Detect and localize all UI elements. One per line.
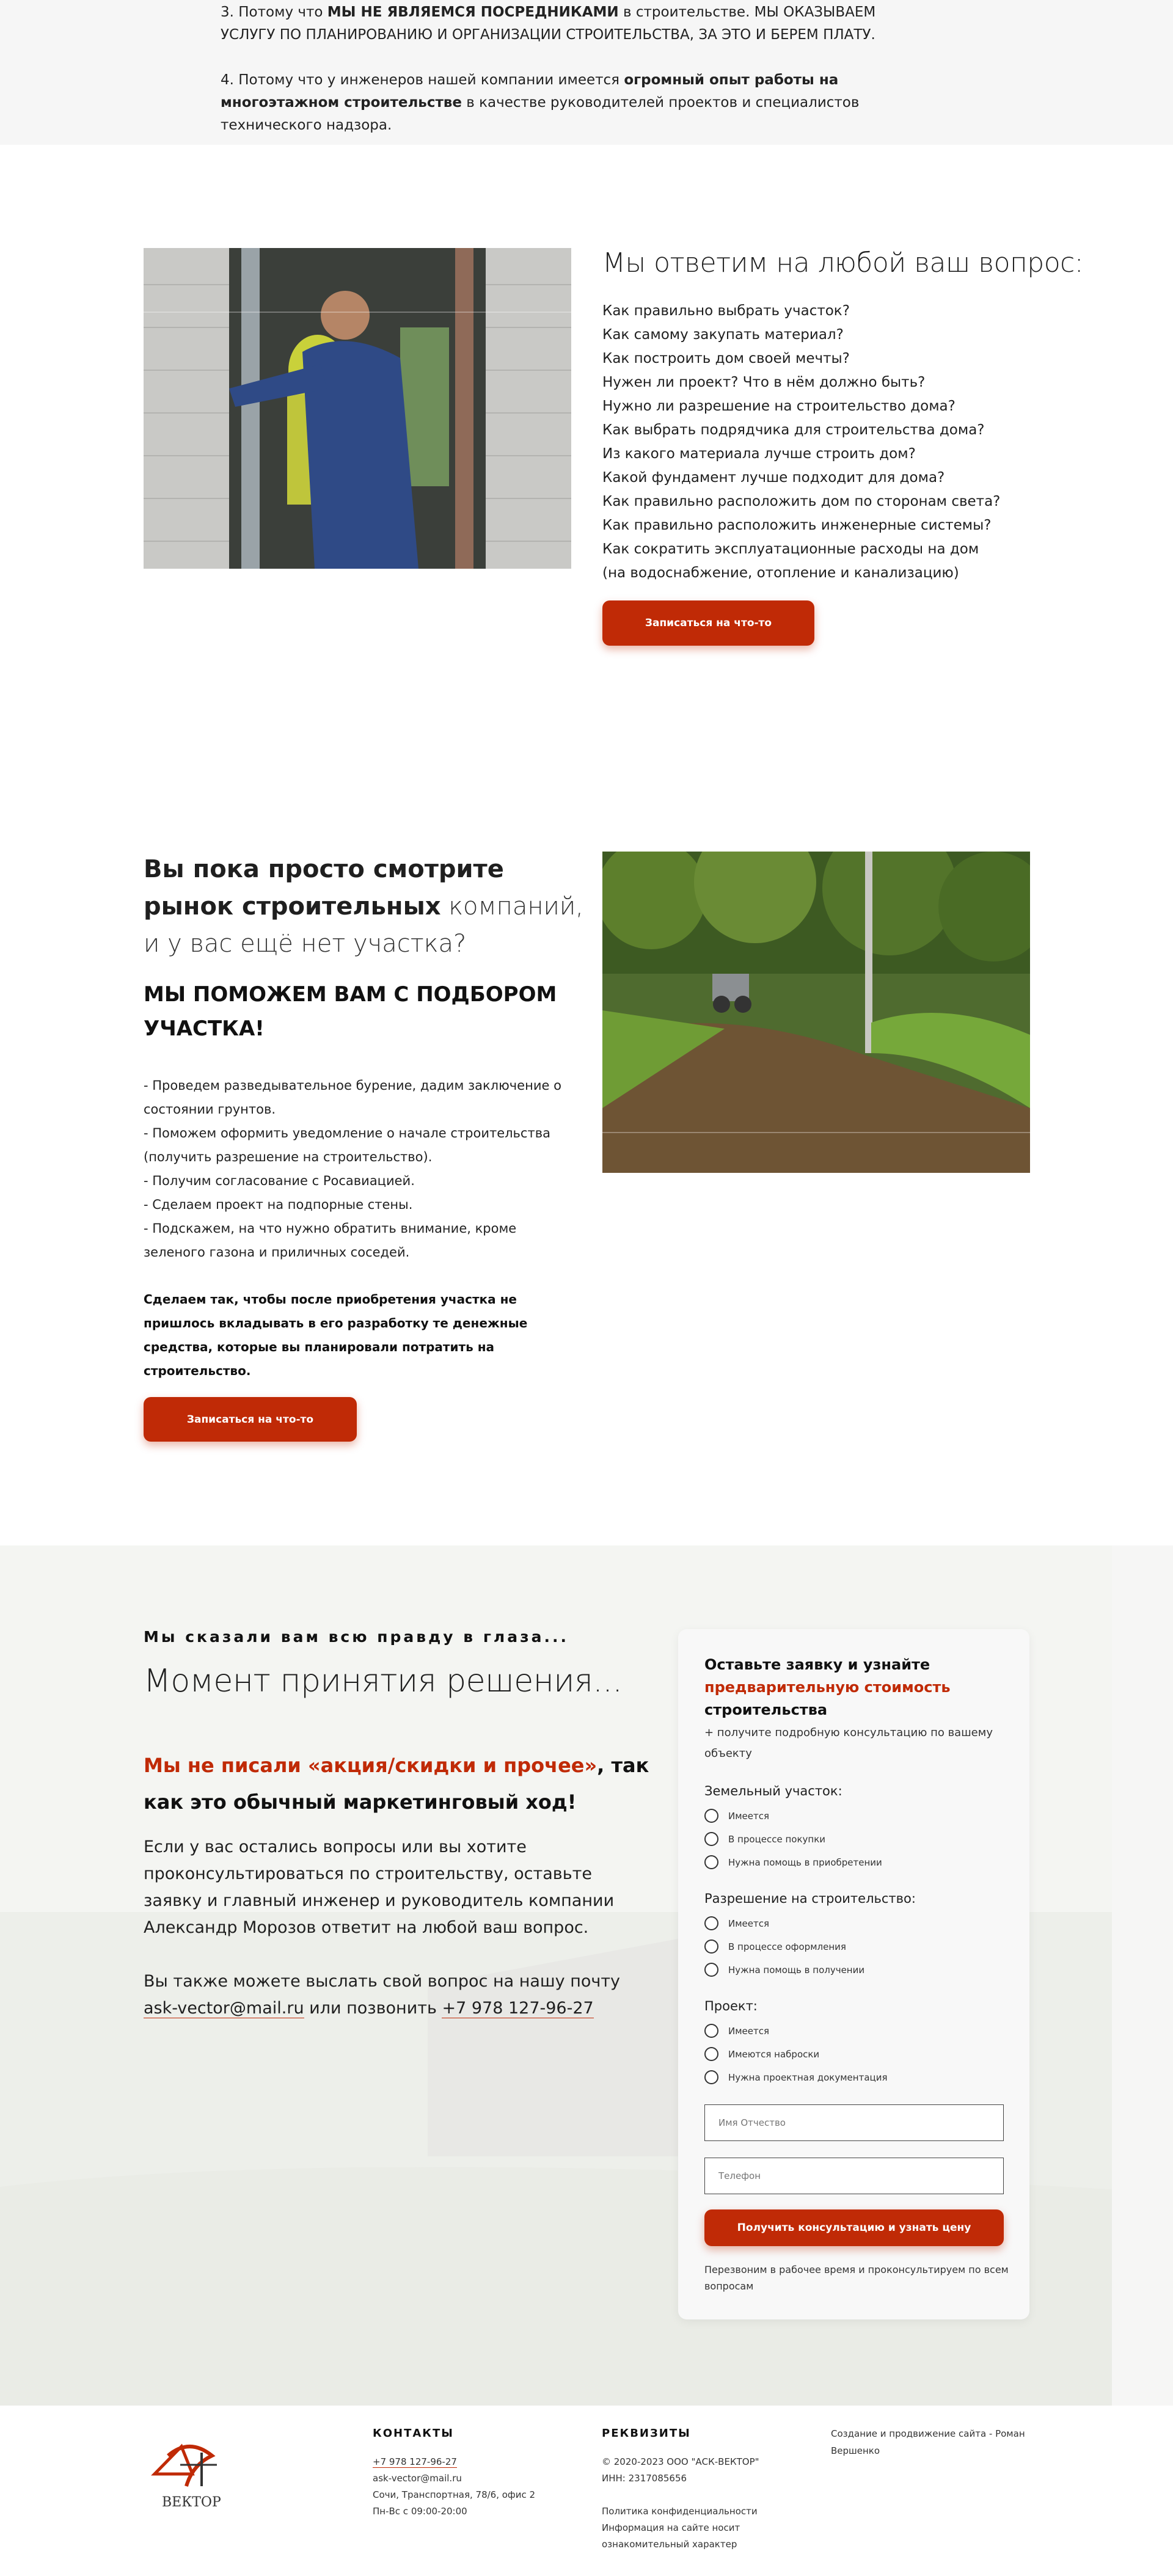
plot-services-list <box>144 1074 571 1264</box>
list-item: Как выбрать подрядчика для строительства дома? <box>602 422 985 438</box>
list-item: - Проведем разведывательное бурение, дадим заключение о состоянии грунтов. <box>144 1078 561 1117</box>
radio-circle-icon[interactable] <box>704 2047 718 2061</box>
contacts-heading: КОНТАКТЫ <box>373 2427 454 2440</box>
list-item: - Подскажем, на что нужно обратить внимание, кроме зеленого газона и приличных соседей. <box>144 1221 517 1260</box>
company-logo[interactable] <box>144 2428 241 2514</box>
requisites-block <box>602 2454 779 2553</box>
radio-circle-icon[interactable] <box>704 2070 718 2084</box>
decision-tagline: Мы сказали вам всю правду в глаза... <box>144 1628 569 1646</box>
radio-permit-processing[interactable]: В процессе оформления <box>704 1939 846 1954</box>
plot-heading: Вы пока просто смотрите рынок строительных компаний, и у вас ещё нет участка? <box>144 855 583 958</box>
group-label-land: Земельный участок: <box>704 1784 842 1798</box>
list-item: Нужно ли разрешение на строительство дома? <box>602 398 956 414</box>
list-item: Нужен ли проект? Что в нём должно быть? <box>602 374 926 390</box>
radio-land-help[interactable]: Нужна помощь в приобретении <box>704 1855 882 1869</box>
radio-circle-icon[interactable] <box>704 1855 718 1869</box>
list-item: - Получим согласование с Росавиацией. <box>144 1173 415 1188</box>
contacts-block <box>373 2454 593 2520</box>
list-item: Как построить дом своей мечты? <box>602 351 850 367</box>
intro-paragraph-4: 4. Потому что у инженеров нашей компании имеется огромный опыт работы на многоэтажном строительстве в качестве руководителей проектов и специалистов технического надзора. <box>221 72 860 133</box>
list-item: Как правильно расположить дом по сторонам света? <box>602 494 1001 509</box>
group-label-project: Проект: <box>704 1999 758 2013</box>
radio-circle-icon[interactable] <box>704 1809 718 1823</box>
footer-hours: Пн-Вс с 09:00-20:00 <box>373 2506 467 2517</box>
intro-section <box>0 0 1173 145</box>
form-subtitle: + получите подробную консультацию по вашему объекту <box>704 1726 993 1760</box>
list-item: - Сделаем проект на подпорные стены. <box>144 1197 413 1212</box>
footer-email[interactable]: ask-vector@mail.ru <box>373 2473 462 2484</box>
radio-project-sketches[interactable]: Имеются наброски <box>704 2047 819 2061</box>
land-plot-photo <box>602 852 1030 1173</box>
email-link[interactable]: ask-vector@mail.ru <box>144 1999 304 2018</box>
plot-promise: Сделаем так, чтобы после приобретения участка не пришлось вкладывать в его разработку те денежные средства, которые вы планировали потратить на строительство. <box>144 1292 528 1378</box>
signup-button[interactable]: Записаться на что-то <box>602 600 814 646</box>
footer-disclaimer: Информация на сайте носит ознакомительный характер <box>602 2522 740 2550</box>
get-consultation-button[interactable]: Получить консультацию и узнать цену <box>704 2209 1004 2246</box>
intro-text <box>221 1 911 159</box>
radio-circle-icon[interactable] <box>704 1916 718 1930</box>
list-item: Из какого материала лучше строить дом? <box>602 446 916 462</box>
radio-circle-icon[interactable] <box>704 1832 718 1846</box>
decision-title: Момент принятия решения... <box>144 1663 623 1699</box>
footer-phone-link[interactable]: +7 978 127-96-27 <box>373 2456 457 2467</box>
decision-contact-paragraph: Вы также можете выслать свой вопрос на нашу почту ask-vector@mail.ru или позвонить +7 978 127-96-27 <box>144 1972 621 2018</box>
list-item: Какой фундамент лучше подходит для дома? <box>602 470 945 486</box>
footer-address: Сочи, Транспортная, 78/6, офис 2 <box>373 2489 536 2500</box>
list-item: - Поможем оформить уведомление о начале строительства (получить разрешение на строительство). <box>144 1126 550 1164</box>
privacy-policy-link[interactable]: Политика конфиденциальности <box>602 2506 758 2517</box>
form-title: Оставьте заявку и узнайте предварительную стоимость строительства <box>704 1656 951 1718</box>
radio-land-available[interactable]: Имеется <box>704 1809 769 1823</box>
footer-inn: ИНН: 2317085656 <box>602 2473 687 2484</box>
radio-project-needed[interactable]: Нужна проектная документация <box>704 2070 888 2084</box>
plot-subheading: МЫ ПОМОЖЕМ ВАМ С ПОДБОРОМ УЧАСТКА! <box>144 982 557 1041</box>
radio-circle-icon[interactable] <box>704 1939 718 1954</box>
request-form <box>678 1629 1029 2319</box>
questions-list <box>602 299 1030 585</box>
radio-circle-icon[interactable] <box>704 2024 718 2038</box>
decision-paragraph: Если у вас остались вопросы или вы хотите проконсультироваться по строительству, оставьте заявку и главный инженер и руководитель компании Александр Морозов ответит на любой ваш вопрос. <box>144 1837 615 1937</box>
intro-paragraph-3: 3. Потому что МЫ НЕ ЯВЛЯЕМСЯ ПОСРЕДНИКАМИ в строительстве. МЫ ОКАЗЫВАЕМ УСЛУГУ ПО ПЛАНИРОВАНИЮ И ОРГАНИЗАЦИИ СТРОИТЕЛЬСТВА, ЗА ЭТО И БЕРЕМ ПЛАТУ. <box>221 4 876 43</box>
radio-permit-available[interactable]: Имеется <box>704 1916 769 1930</box>
requisites-heading: РЕКВИЗИТЫ <box>602 2427 691 2440</box>
questions-title: Мы ответим на любой ваш вопрос: <box>602 247 1084 279</box>
radio-land-buying[interactable]: В процессе покупки <box>704 1832 825 1846</box>
svg-text:ВЕКТОР: ВЕКТОР <box>162 2495 221 2510</box>
list-item: Как самому закупать материал? <box>602 327 844 343</box>
list-item: Как правильно выбрать участок? <box>602 303 850 319</box>
name-field[interactable] <box>704 2104 1004 2141</box>
phone-field[interactable] <box>704 2158 1004 2194</box>
radio-circle-icon[interactable] <box>704 1963 718 1977</box>
radio-project-available[interactable]: Имеется <box>704 2024 769 2038</box>
engineer-photo <box>144 248 571 569</box>
footer-copyright: © 2020-2023 ООО "АСК-ВЕКТОР" <box>602 2456 759 2467</box>
form-note: Перезвоним в рабочее время и проконсультируем по всем вопросам <box>704 2264 1009 2292</box>
footer-credit[interactable]: Создание и продвижение сайта - Роман Вершенко <box>831 2428 1025 2456</box>
group-label-permit: Разрешение на строительство: <box>704 1891 916 1906</box>
list-item: Как правильно расположить инженерные системы? <box>602 517 992 533</box>
radio-permit-help[interactable]: Нужна помощь в получении <box>704 1963 864 1977</box>
signup-button-2[interactable]: Записаться на что-то <box>144 1397 357 1442</box>
list-item: Как сократить эксплуатационные расходы на дом <box>602 541 979 557</box>
list-item: (на водоснабжение, отопление и канализацию) <box>602 565 959 581</box>
phone-link[interactable]: +7 978 127-96-27 <box>442 1999 594 2018</box>
decision-heading: Мы не писали «акция/скидки и прочее», так как это обычный маркетинговый ход! <box>144 1754 649 1814</box>
